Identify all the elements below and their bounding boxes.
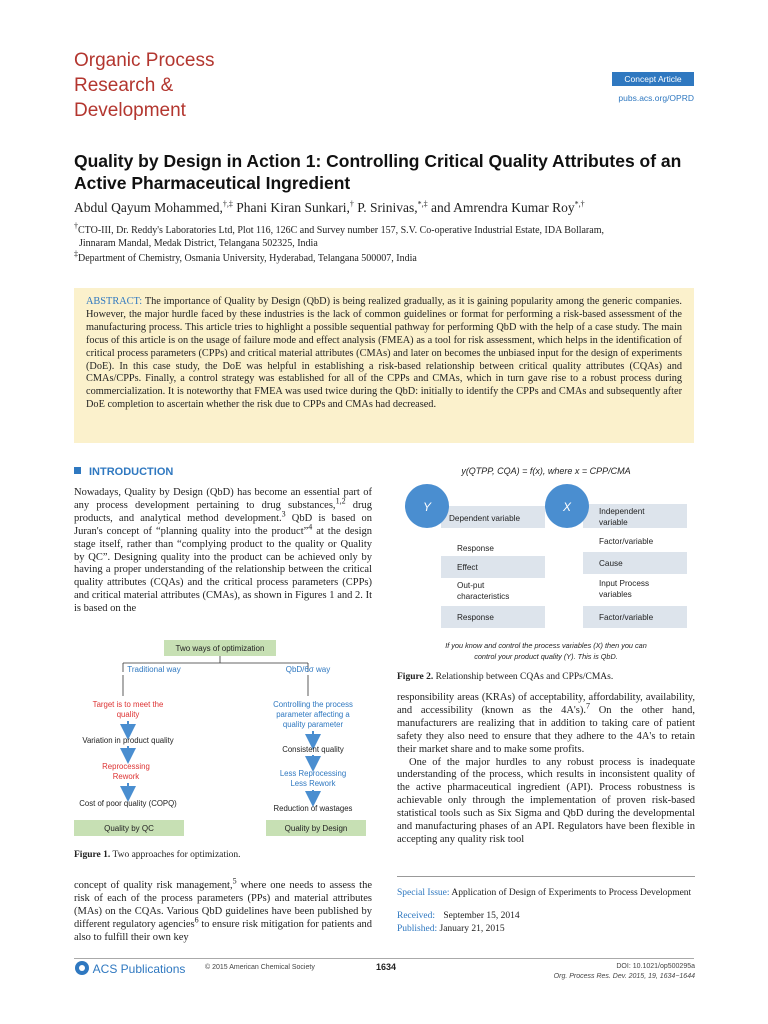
- equation: y(QTPP, CQA) = f(x), where x = CPP/CMA: [461, 466, 631, 476]
- svg-text:Cause: Cause: [599, 559, 623, 568]
- svg-text:variable: variable: [599, 518, 628, 527]
- section-square-icon: [74, 467, 81, 474]
- acs-logo-icon: [74, 960, 90, 976]
- svg-text:Quality by QC: Quality by QC: [104, 824, 154, 833]
- right-column-heading: QbD/6σ way: [285, 665, 331, 674]
- right-item: Controlling the process: [273, 700, 353, 709]
- abstract-label: ABSTRACT:: [86, 296, 143, 307]
- right-item: parameter affecting a: [276, 710, 350, 719]
- author-name: and Amrendra Kumar Roy: [431, 200, 575, 215]
- figure-1-caption: Figure 1. Two approaches for optimization.: [74, 850, 241, 860]
- svg-text:X: X: [562, 500, 572, 514]
- section-heading-introduction: INTRODUCTION: [74, 466, 173, 478]
- left-item: quality: [116, 710, 140, 719]
- right-item: Less Rework: [290, 779, 336, 788]
- intro-paragraph-3: responsibility areas (KRAs) of acceptability, affordability, availability, and accessibility (known as the 4A's).$^7$ On the other hand, manufacturers are realizing that in addition to taking care of patient safety they also need to ensure that they adhere to the 4A's to retain their market share and to make some profits. One of the major hurdles to any robust process is inadequate understanding of the process, which results in inconsistent quality of the active pharmaceutical ingredient (API). Process robustness is achievable only through the implementation of proven risk-based statistical tools such as Six Sigma and QbD during the developmental and manufacturing phases of an API. Regulators have been flexible in accepting any quality risk tool: [397, 692, 695, 845]
- left-item: Cost of poor quality (COPQ): [79, 799, 177, 808]
- svg-text:Response: Response: [457, 544, 494, 553]
- abstract-text: The importance of Quality by Design (QbD) is being realized gradually, as it is gaining popularity among the generic companies. However, the major hurdle faced by these industries is the lack of common guidelines or format for performing a risk-based assessment of the manufacturing process. This article tries to highlight a possible sequential pathway for performing QbD with the help of a case study. The main focus of this article is on the usage of failure mode and effect analysis (FMEA) as a tool for risk assessment, which helps in the identification of critical process parameters (CPPs) and critical material attributes (CMAs) and later on becomes the unbiased input for the design of experiments (DoE). In this case study, the DoE was helpful in establishing a risk-based relationship between critical quality attributes (CQAs) and CMAs/CPPs. Finally, a control strategy was established for all of the CPPs and CMAs, which in turn gave rise to a robust process during commercialization. It is noteworthy that FMEA was used twice during the QbD: initially to identify the CPPs and CMAs and subsequently after DoE completion to ascertain whether the risk due to CPPs and CMAs had decreased.: [86, 296, 683, 411]
- svg-text:Input Process: Input Process: [599, 579, 650, 588]
- article-type-badge: Concept Article: [612, 72, 694, 86]
- doi-citation: DOI: 10.1021/op500295a Org. Process Res. Dev. 2015, 19, 1634−1644: [553, 963, 695, 980]
- page-number: 1634: [376, 962, 397, 972]
- figure-2-note: control your product quality (Y). This is QbD.: [474, 652, 618, 661]
- left-column-heading: Traditional way: [127, 665, 181, 674]
- figure-1-diagram: [68, 636, 374, 844]
- left-item: Variation in product quality: [82, 736, 174, 745]
- top-box-label: Two ways of optimization: [175, 644, 265, 653]
- svg-text:Y: Y: [422, 500, 432, 514]
- left-item: Rework: [112, 772, 140, 781]
- svg-text:Out-put: Out-put: [457, 581, 485, 590]
- figure-2-diagram: [397, 460, 695, 666]
- svg-text:variables: variables: [599, 590, 632, 599]
- svg-text:Factor/variable: Factor/variable: [599, 537, 654, 546]
- author-name: Abdul Qayum Mohammed,: [74, 200, 223, 215]
- svg-text:Factor/variable: Factor/variable: [599, 613, 654, 622]
- right-item: Reduction of wastages: [273, 804, 353, 813]
- svg-text:Response: Response: [457, 613, 494, 622]
- left-item: Reprocessing: [102, 762, 150, 771]
- author-list: Abdul Qayum Mohammed,†,‡ Phani Kiran Sunkari,† P. Srinivas,*,‡ and Amrendra Kumar Roy*,†: [74, 199, 585, 215]
- journal-url-link[interactable]: pubs.acs.org/OPRD: [618, 93, 694, 103]
- intro-paragraph-2: concept of quality risk management,$^5$ where one needs to assess the risk of each of the process parameters (PPs) and material attributes (MAs) on the CQAs. Various QbD guidelines have been published by different regulatory agencies$^6$ to ensure risk mitigation for patients and also to fulfill their own key: [74, 876, 373, 943]
- journal-name: Organic Process Research & Development: [74, 50, 215, 121]
- left-item: Target is to meet the: [92, 700, 164, 709]
- copyright: © 2015 American Chemical Society: [205, 964, 315, 971]
- right-item: Consistent quality: [282, 745, 344, 754]
- right-item: quality parameter: [282, 720, 344, 729]
- svg-text:Quality by Design: Quality by Design: [284, 824, 348, 833]
- svg-text:Dependent variable: Dependent variable: [449, 514, 521, 523]
- right-item: Less Reprocessing: [279, 769, 347, 778]
- article-title: Quality by Design in Action 1: Controlling Critical Quality Attributes of an Active Pharmaceutical Ingredient: [74, 151, 682, 193]
- svg-text:Independent: Independent: [599, 507, 645, 516]
- footer-divider: [74, 958, 694, 959]
- affiliations: †CTO-III, Dr. Reddy's Laboratories Ltd, Plot 116, 126C and Survey number 157, S.V. Co-operative Industrial Estate, IDA Bollaram, Jinnaram Mandal, Medak District, Telangana 502325, India ‡Department of Chemistry, Osmania University, Hyderabad, Telangana 500007, India: [74, 221, 604, 264]
- publisher-logo: ACS Publications: [74, 960, 185, 976]
- article-info: Special Issue: Application of Design of Experiments to Process Development Received: September 15, 2014 Published: January 21, 2015: [397, 876, 695, 936]
- svg-text:Effect: Effect: [457, 563, 478, 572]
- author-name: P. Srinivas,: [357, 200, 418, 215]
- abstract-box: [74, 288, 694, 443]
- author-name: Phani Kiran Sunkari,: [236, 200, 350, 215]
- intro-paragraph-1: Nowadays, Quality by Design (QbD) has become an essential part of any process development pertaining to drug substances,$^{1,2}$ drug products, and analytical method development.$^3$ QbD is based on Juran's concept of “planning quality into the product”$^4$ at the design stage itself, rather than “complying product to the quality or Quality by QC”. Designing quality into the product can be achieved only by having a proper understanding of the relationship between the critical quality attributes (CQAs) and the critical process parameters (CPPs) and critical material attributes (CMAs), as shown in Figures 1 and 2. It is based on the: [74, 487, 373, 615]
- figure-2-note: If you know and control the process variables (X) then you can: [445, 641, 647, 650]
- figure-2-caption: Figure 2. Relationship between CQAs and CPPs/CMAs.: [397, 672, 614, 682]
- svg-text:characteristics: characteristics: [457, 592, 510, 601]
